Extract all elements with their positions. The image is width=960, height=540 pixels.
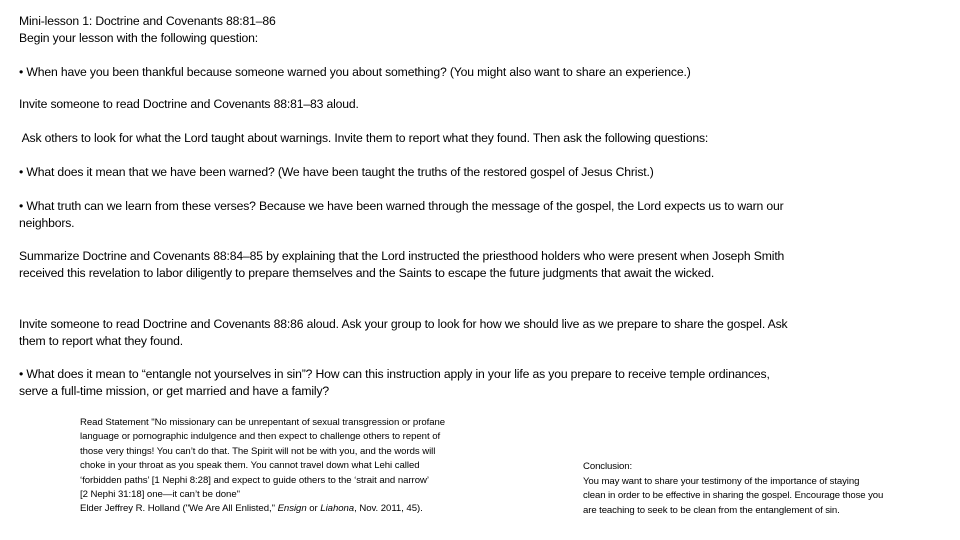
instruction-read-81-83: Invite someone to read Doctrine and Covenants 88:81–83 aloud. bbox=[19, 97, 359, 111]
conclusion-block bbox=[583, 460, 948, 519]
conclusion-heading: Conclusion: bbox=[583, 461, 633, 472]
instruction-read-86: Invite someone to read Doctrine and Covenants 88:86 aloud. Ask your group to look for how we should live as we prepare to share the gospel. Ask them to report what they found. bbox=[19, 317, 788, 348]
quote-attribution: Elder Jeffrey R. Holland ("We Are All Enlisted," Ensign or Liahona, Nov. 2011, 45). bbox=[80, 503, 423, 515]
question-thankful: • When have you been thankful because someone warned you about something? (You might also want to share an experience.) bbox=[19, 65, 691, 79]
source-liahona: Liahona bbox=[320, 503, 355, 515]
quote-line: Read Statement "No missionary can be unrepentant of sexual transgression or profane bbox=[80, 417, 446, 428]
conclusion-line: You may want to share your testimony of the importance of staying bbox=[583, 475, 860, 487]
instruction-summarize: Summarize Doctrine and Covenants 88:84–85 by explaining that the Lord instructed the priesthood holders who were present when Joseph Smith received this revelation to labor diligently to prepare themselves and the Saints to escape the future judgments that await the wicked. bbox=[19, 249, 785, 280]
lesson-intro: Begin your lesson with the following question: bbox=[19, 31, 259, 45]
conclusion-line: clean in order to be effective in sharing the gospel. Encourage those you bbox=[583, 490, 884, 502]
lesson-title: Mini-lesson 1: Doctrine and Covenants 88:81–86 bbox=[19, 14, 276, 28]
question-truth: • What truth can we learn from these verses? Because we have been warned through the message of the gospel, the Lord expects us to warn our neighbors. bbox=[19, 199, 784, 230]
conclusion-line: are teaching to seek to be clean from the entanglement of sin. bbox=[583, 505, 840, 517]
question-warned: • What does it mean that we have been warned? (We have been taught the truths of the restored gospel of Jesus Christ.) bbox=[19, 165, 654, 179]
lesson-header bbox=[19, 13, 799, 47]
instruction-ask-others: Ask others to look for what the Lord taught about warnings. Invite them to report what they found. Then ask the following questions: bbox=[19, 131, 709, 145]
source-ensign: Ensign bbox=[277, 503, 307, 515]
question-entangle: • What does it mean to “entangle not yourselves in sin”? How can this instruction apply in your life as you prepare to receive temple ordinances, serve a full-time mission, or get married and have a family? bbox=[19, 367, 770, 398]
quote-line: those very things! You can’t do that. The Spirit will not be with you, and the words will bbox=[80, 445, 436, 457]
quote-line: [2 Nephi 31:18] one—it can’t be done" bbox=[80, 489, 240, 501]
holland-quote bbox=[80, 416, 532, 517]
quote-line: language or pornographic indulgence and then expect to challenge others to repent of bbox=[80, 431, 441, 443]
quote-line: ‘forbidden paths’ [1 Nephi 8:28] and expect to guide others to the ‘strait and narrow’ bbox=[80, 474, 429, 486]
quote-line: choke in your throat as you speak them. You cannot travel down what Lehi called bbox=[80, 460, 420, 472]
